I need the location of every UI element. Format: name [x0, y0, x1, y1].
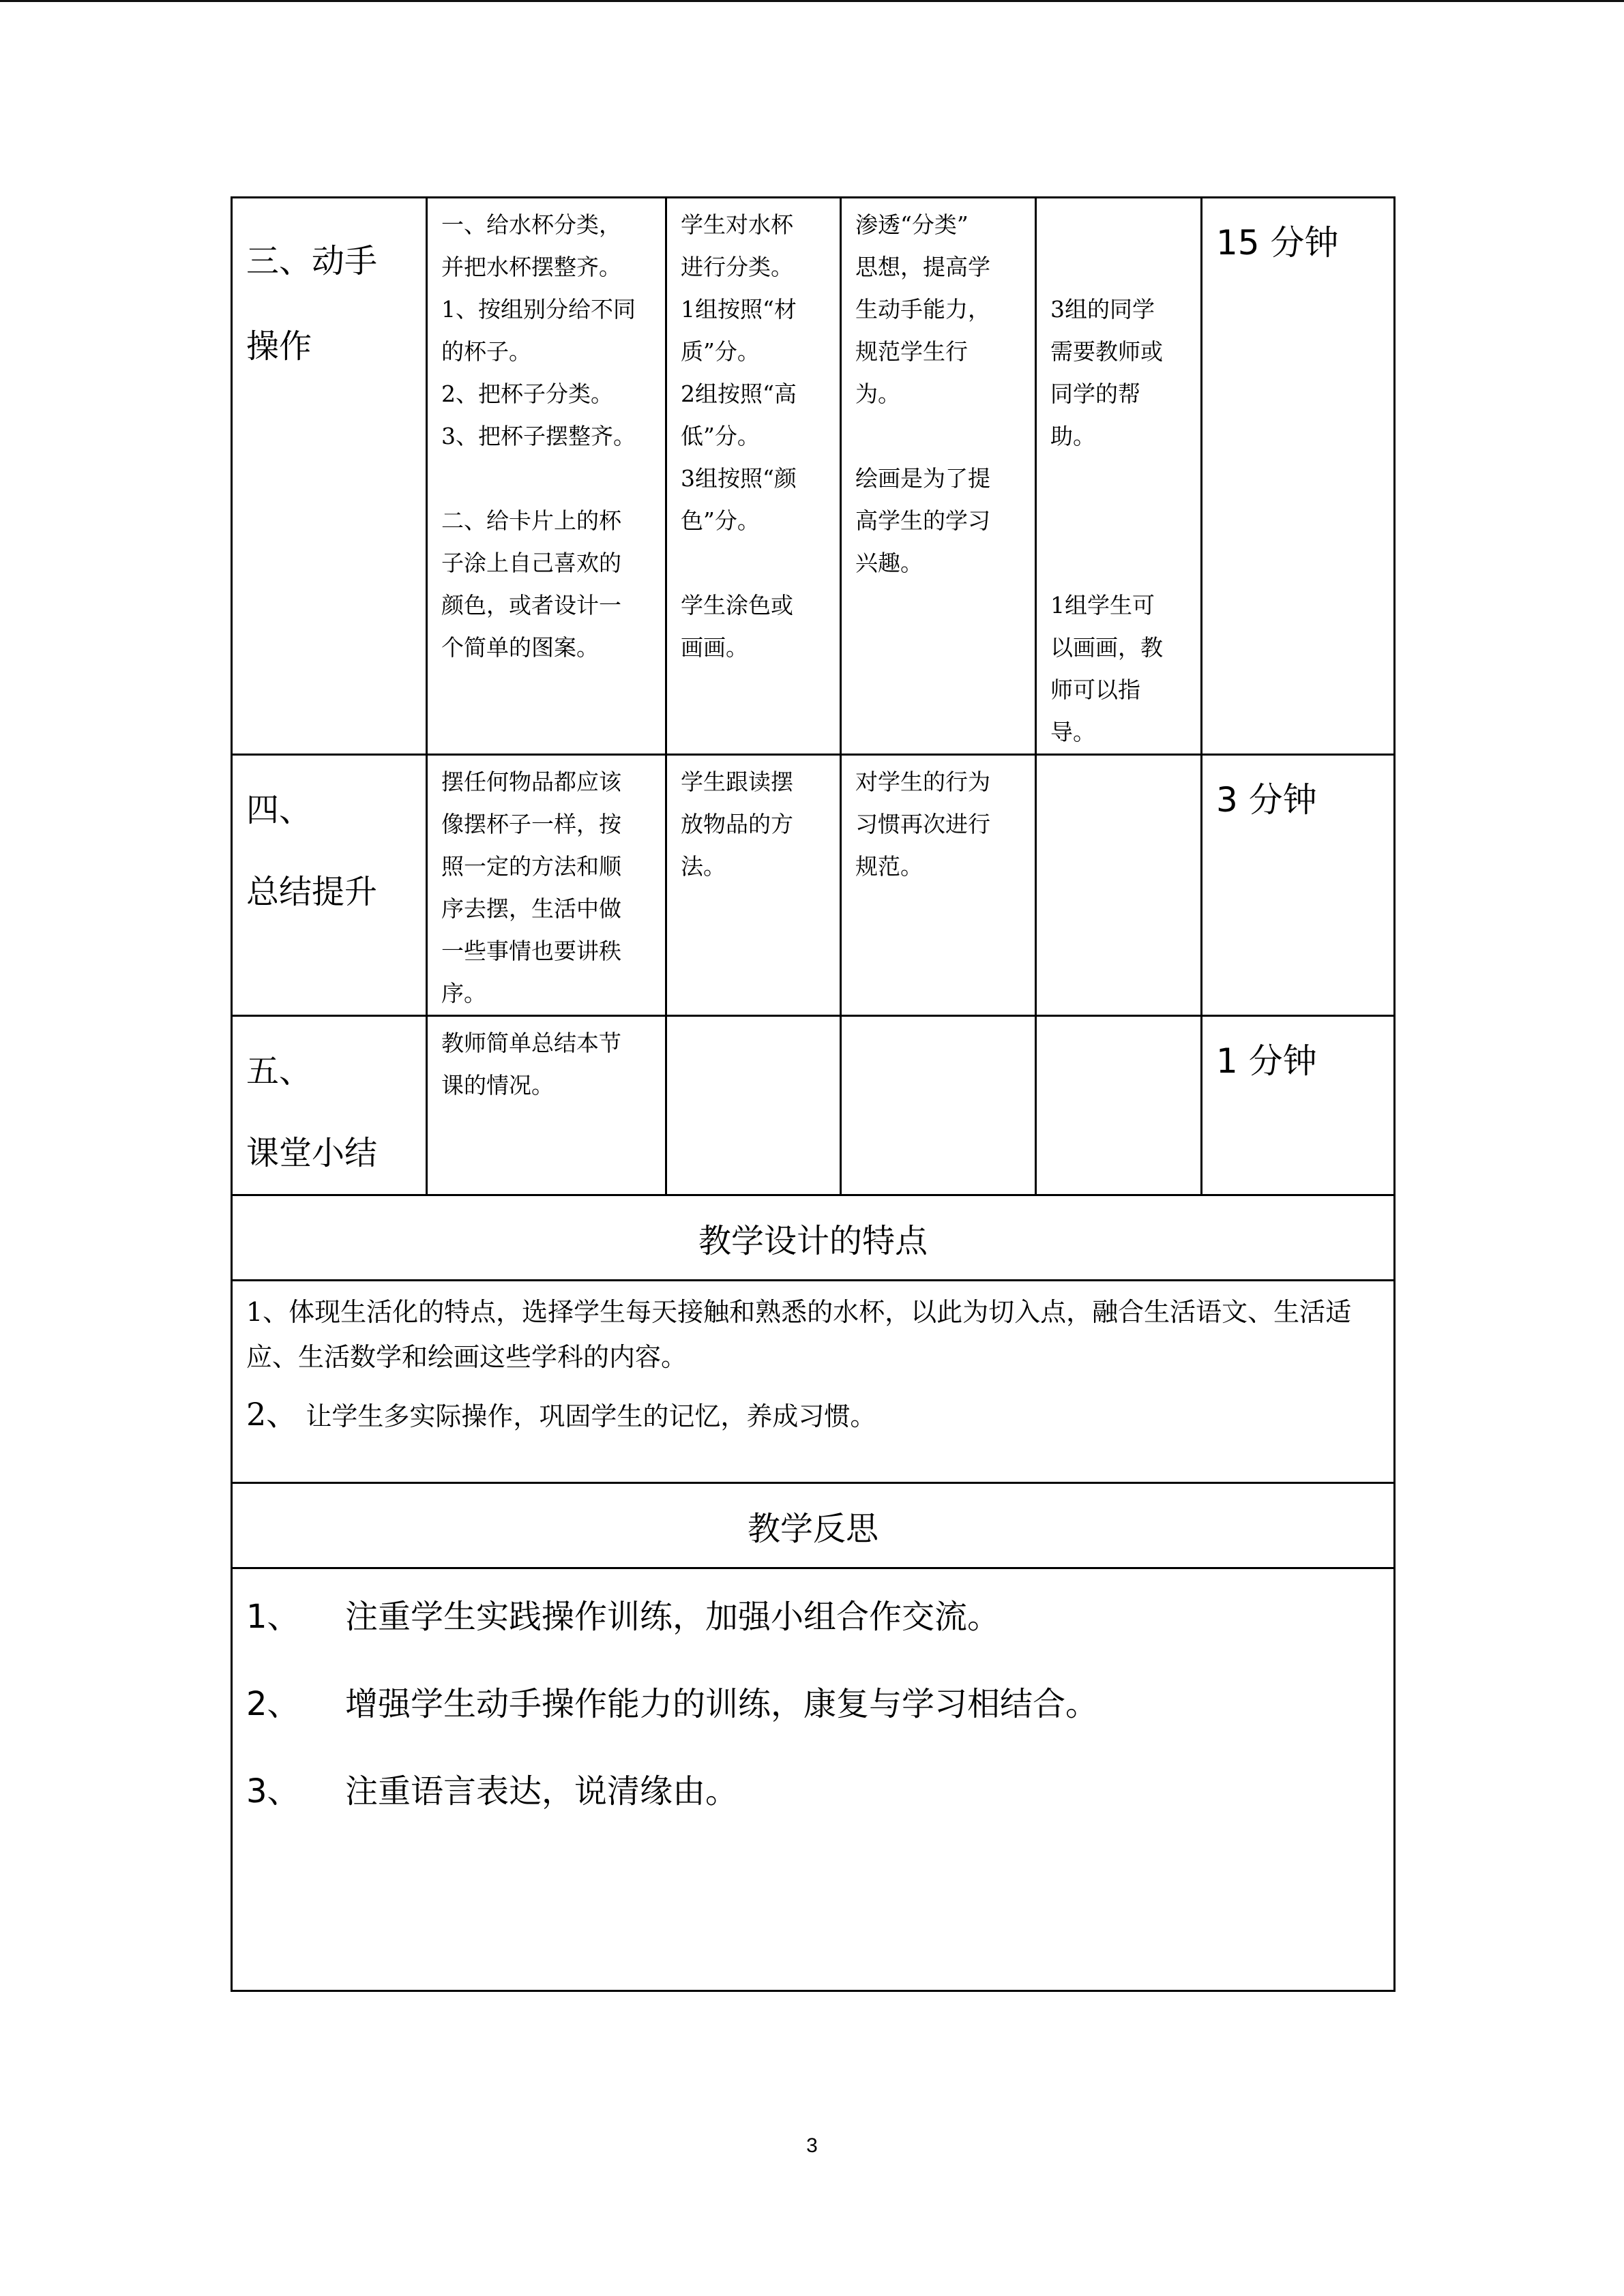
lesson-plan-table	[231, 196, 1396, 1992]
cell-line: 序去摆，生活中做	[441, 895, 621, 922]
cell-line: 导。	[1050, 719, 1095, 745]
content-cell	[427, 755, 666, 1016]
cell-line: 子涂上自己喜欢的	[441, 550, 621, 576]
stage-subtitle: 总结提升	[246, 873, 378, 911]
cell-line: 二、给卡片上的杯	[441, 507, 621, 534]
cell-line: 3组的同学	[1050, 296, 1155, 323]
cell-line: 同学的帮	[1050, 381, 1140, 407]
cell-line-blank	[1050, 500, 1194, 542]
cell-line: 需要教师或	[1050, 338, 1163, 365]
cell-line: 并把水杯摆整齐。	[441, 254, 621, 280]
top-border-line	[0, 0, 1624, 2]
cell-line: 2、把杯子分类。	[441, 381, 613, 407]
table-row	[232, 1568, 1395, 1991]
cell-line: 色”分。	[681, 507, 760, 534]
reflection-item: 3、 注重语言表达，说清缘由。	[246, 1772, 739, 1810]
cell-line: 摆任何物品都应该	[441, 769, 621, 795]
cell-line: 像摆杯子一样，按	[441, 811, 621, 837]
cell-line: 1组学生可	[1050, 592, 1155, 618]
cell-line: 以画画，教	[1050, 634, 1163, 661]
features-heading: 教学设计的特点	[232, 1195, 1395, 1281]
cell-line: 绘画是为了提	[855, 465, 990, 492]
cell-line-blank	[855, 415, 1028, 458]
cell-line: 放物品的方	[681, 811, 793, 837]
feature-item: 1、体现生活化的特点，选择学生每天接触和熟悉的水杯，以此为切入点，融合生活语文、生活适应、生活数学和绘画这些学科的内容。	[246, 1297, 1352, 1372]
duration: 1 分钟	[1216, 1041, 1317, 1081]
cell-line: 规范学生行	[855, 338, 968, 365]
stage-cell	[232, 1016, 427, 1195]
differentiation-cell	[1036, 198, 1202, 755]
cell-line: 个简单的图案。	[441, 634, 599, 661]
cell-line-blank	[681, 542, 833, 584]
content-cell	[427, 1016, 666, 1195]
differentiation-cell	[1036, 755, 1202, 1016]
intent-cell	[841, 755, 1036, 1016]
student-activity-cell	[666, 198, 841, 755]
cell-line: 1、按组别分给不同	[441, 296, 636, 323]
stage-title: 三、动手	[246, 242, 378, 280]
features-cell	[232, 1281, 1395, 1483]
reflection-item: 1、 注重学生实践操作训练，加强小组合作交流。	[246, 1598, 1001, 1636]
cell-line-blank	[1050, 246, 1194, 288]
cell-line: 兴趣。	[855, 550, 923, 576]
table-row	[232, 755, 1395, 1016]
cell-line: 课的情况。	[441, 1072, 554, 1099]
cell-line: 的杯子。	[441, 338, 531, 365]
cell-line: 教师简单总结本节	[441, 1030, 621, 1056]
cell-line: 颜色，或者设计一	[441, 592, 621, 618]
cell-line: 对学生的行为	[855, 769, 990, 795]
stage-subtitle: 操作	[246, 327, 312, 366]
cell-line: 低”分。	[681, 423, 760, 449]
cell-line: 进行分类。	[681, 254, 793, 280]
table-row	[232, 198, 1395, 755]
cell-line: 渗透“分类”	[855, 211, 969, 238]
feature-text: 让学生多实际操作，巩固学生的记忆，养成习惯。	[306, 1401, 876, 1431]
cell-line-blank	[1050, 204, 1194, 246]
duration: 15 分钟	[1216, 223, 1339, 263]
intent-cell	[841, 1016, 1036, 1195]
stage-cell	[232, 198, 427, 755]
reflection-item: 2、 增强学生动手操作能力的训练，康复与学习相结合。	[246, 1685, 1099, 1723]
cell-line: 规范。	[855, 853, 923, 880]
stage-title: 四、	[246, 791, 312, 829]
cell-line: 法。	[681, 853, 726, 880]
table-row	[232, 1281, 1395, 1483]
stage-title: 五、	[246, 1052, 312, 1090]
reflection-cell	[232, 1568, 1395, 1991]
page-number: 3	[806, 2134, 818, 2157]
table-row	[232, 1016, 1395, 1195]
cell-line: 为。	[855, 381, 900, 407]
cell-line: 生动手能力，	[855, 296, 990, 323]
cell-line: 学生对水杯	[681, 211, 793, 238]
feature-number: 2、	[246, 1396, 298, 1433]
cell-line: 照一定的方法和顺	[441, 853, 621, 880]
cell-line: 1组按照“材	[681, 296, 797, 323]
content-cell	[427, 198, 666, 755]
cell-line-blank	[441, 458, 658, 500]
student-activity-cell	[666, 1016, 841, 1195]
cell-line-blank	[1050, 458, 1194, 500]
cell-line-blank	[1050, 542, 1194, 584]
reflection-heading: 教学反思	[232, 1483, 1395, 1568]
time-cell	[1202, 198, 1395, 755]
stage-cell	[232, 755, 427, 1016]
time-cell	[1202, 1016, 1395, 1195]
cell-line: 3、把杯子摆整齐。	[441, 423, 636, 449]
cell-line: 一些事情也要讲秩	[441, 938, 621, 964]
feature-item	[246, 1392, 1380, 1439]
cell-line: 序。	[441, 980, 486, 1007]
differentiation-cell	[1036, 1016, 1202, 1195]
cell-line: 一、给水杯分类，	[441, 211, 621, 238]
duration: 3 分钟	[1216, 780, 1317, 820]
time-cell	[1202, 755, 1395, 1016]
cell-line: 思想，提高学	[855, 254, 990, 280]
intent-cell	[841, 198, 1036, 755]
table-row	[232, 1483, 1395, 1568]
cell-line: 高学生的学习	[855, 507, 990, 534]
table-row	[232, 1195, 1395, 1281]
stage-subtitle: 课堂小结	[246, 1134, 378, 1172]
cell-line: 学生涂色或	[681, 592, 793, 618]
cell-line: 质”分。	[681, 338, 760, 365]
cell-line: 助。	[1050, 423, 1095, 449]
cell-line: 3组按照“颜	[681, 465, 797, 492]
cell-line: 习惯再次进行	[855, 811, 990, 837]
cell-line: 师可以指	[1050, 676, 1140, 703]
cell-line: 学生跟读摆	[681, 769, 793, 795]
cell-line: 画画。	[681, 634, 748, 661]
student-activity-cell	[666, 755, 841, 1016]
cell-line: 2组按照“高	[681, 381, 797, 407]
